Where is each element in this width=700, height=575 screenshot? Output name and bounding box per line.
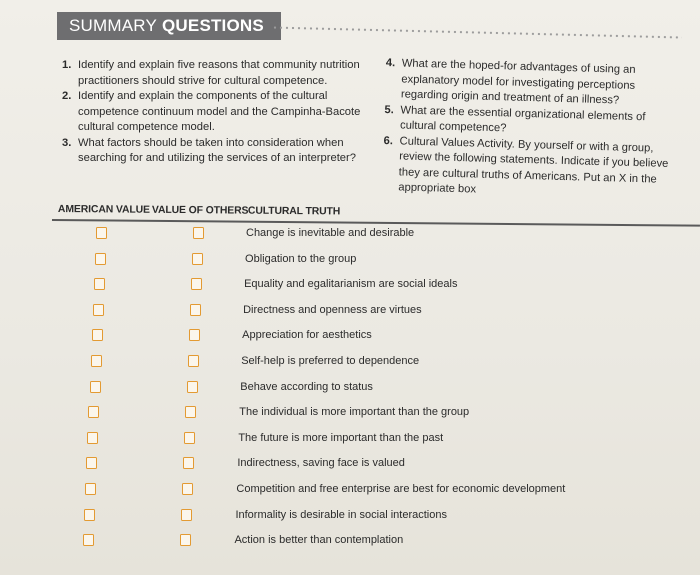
cultural-truth-statement: Appreciation for aesthetics	[242, 329, 372, 342]
questions-right-column	[382, 56, 686, 204]
header-american-value: AMERICAN VALUE	[57, 204, 150, 216]
american-value-checkbox[interactable]	[92, 329, 103, 341]
cultural-truth-statement: Indirectness, saving face is valued	[237, 457, 405, 470]
value-of-others-checkbox[interactable]	[189, 329, 200, 341]
cultural-truth-statement: Equality and egalitarianism are social ideals	[244, 278, 458, 291]
question-text: What are the essential organizational elements of cultural competence?	[399, 103, 646, 135]
header-title-bold: QUESTIONS	[162, 16, 264, 35]
header-cultural-truth: CULTURAL TRUTH	[247, 205, 341, 218]
value-of-others-checkbox[interactable]	[185, 406, 196, 418]
table-row	[0, 380, 640, 396]
table-row	[0, 431, 640, 447]
cultural-truth-statement: Informality is desirable in social interactions	[235, 508, 447, 521]
american-value-checkbox[interactable]	[88, 406, 99, 418]
table-row	[0, 277, 640, 293]
cultural-truth-statement: Obligation to the group	[245, 252, 357, 265]
value-of-others-checkbox[interactable]	[187, 381, 198, 393]
question-text: Identify and explain five reasons that community nutrition practitioners should strive for cultural competence.	[78, 59, 360, 87]
table-row	[0, 533, 640, 549]
table-row	[0, 456, 640, 472]
value-of-others-checkbox[interactable]	[184, 432, 195, 444]
value-of-others-checkbox[interactable]	[183, 457, 194, 469]
american-value-checkbox[interactable]	[94, 278, 105, 290]
questions-left-column	[62, 58, 387, 167]
value-of-others-checkbox[interactable]	[193, 227, 204, 239]
american-value-checkbox[interactable]	[87, 432, 98, 444]
value-of-others-checkbox[interactable]	[190, 304, 201, 316]
table-row	[0, 405, 640, 421]
cultural-truth-statement: Behave according to status	[240, 380, 373, 393]
table-row	[0, 303, 640, 319]
american-value-checkbox[interactable]	[83, 534, 94, 546]
question-text: What are the hoped-for advantages of using an explanatory model for investigating perceptions regarding origin and treatment of an illness?	[400, 57, 636, 107]
question-number: 4.	[385, 56, 396, 70]
question-text: Cultural Values Activity. By yourself or with a group, review the following statements. Indicate if you believe they are cultural truths of Americans. Put an X in the appropriate box	[398, 134, 669, 196]
question-number: 5.	[384, 103, 395, 116]
american-value-checkbox[interactable]	[84, 509, 95, 521]
american-value-checkbox[interactable]	[91, 355, 102, 367]
american-value-checkbox[interactable]	[85, 483, 96, 495]
value-of-others-checkbox[interactable]	[181, 509, 192, 521]
value-of-others-checkbox[interactable]	[182, 483, 193, 495]
question-item	[62, 136, 387, 167]
cultural-truth-statement: Self-help is preferred to dependence	[241, 355, 420, 367]
question-item	[385, 56, 686, 111]
cultural-truth-statement: Change is inevitable and desirable	[246, 227, 415, 239]
cultural-truth-statement: Competition and free enterprise are best for economic development	[236, 483, 566, 495]
section-header	[57, 12, 281, 40]
american-value-checkbox[interactable]	[95, 253, 106, 265]
american-value-checkbox[interactable]	[90, 381, 101, 393]
header-title-light: SUMMARY	[69, 16, 157, 35]
table-row	[0, 354, 640, 370]
question-number: 6.	[383, 134, 394, 147]
american-value-checkbox[interactable]	[93, 304, 104, 316]
value-of-others-checkbox[interactable]	[192, 253, 203, 265]
table-header	[57, 204, 698, 218]
question-text: What factors should be taken into consideration when searching for and utilizing the services of an interpreter?	[78, 136, 356, 164]
question-text: Identify and explain the components of the cultural competence continuum model and the Campinha-Bacote cultural competence model.	[78, 90, 361, 133]
american-value-checkbox[interactable]	[96, 227, 107, 239]
question-item	[382, 133, 684, 203]
cultural-truth-statement: Action is better than contemplation	[234, 534, 404, 547]
american-value-checkbox[interactable]	[86, 457, 97, 469]
header-value-of-others: VALUE OF OTHERS	[151, 204, 249, 217]
cultural-truth-statement: The future is more important than the past	[238, 431, 444, 444]
cultural-truth-statement: Directness and openness are virtues	[243, 303, 422, 316]
table-row	[0, 226, 640, 242]
question-item	[62, 89, 387, 136]
table-row	[0, 328, 640, 344]
value-of-others-checkbox[interactable]	[188, 355, 199, 367]
table-row	[0, 482, 640, 498]
value-of-others-checkbox[interactable]	[180, 534, 191, 546]
table-row	[0, 508, 640, 524]
question-item	[62, 58, 387, 89]
question-number: 1.	[62, 59, 72, 71]
dotted-rule	[272, 26, 682, 39]
cultural-truth-statement: The individual is more important than the group	[239, 406, 470, 419]
value-of-others-checkbox[interactable]	[191, 278, 202, 290]
question-number: 2.	[62, 90, 72, 102]
table-row	[0, 252, 640, 268]
question-number: 3.	[62, 136, 72, 149]
